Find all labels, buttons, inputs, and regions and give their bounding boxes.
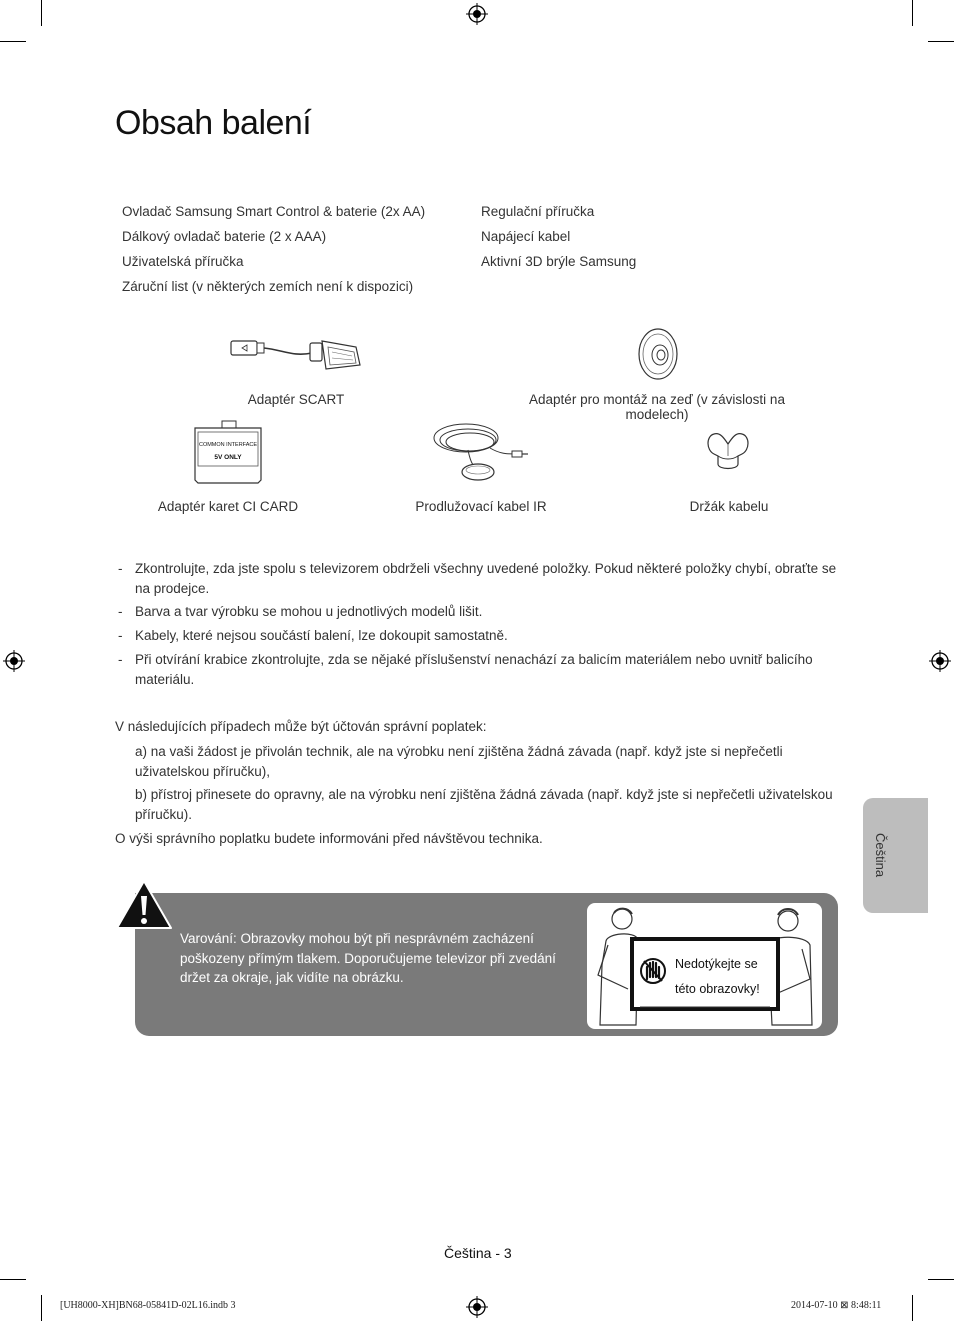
note-item: - Při otvírání krabice zkontrolujte, zda se nějaké příslušenství nenachází za balicím materiálem nebo uvnitř balicího materiálu. [118, 650, 838, 689]
list-item: Uživatelská příručka [122, 254, 244, 269]
cable-holder-caption: Držák kabelu [689, 499, 769, 514]
crop-mark [912, 0, 913, 26]
list-item: Aktivní 3D brýle Samsung [481, 254, 637, 269]
page-title: Obsah balení [115, 104, 312, 142]
list-item: Záruční list (v některých zemích není k dispozici) [122, 279, 414, 294]
ir-cable-caption: Prodlužovací kabel IR [415, 499, 547, 514]
registration-mark-icon [929, 650, 951, 672]
crop-mark [928, 1279, 954, 1280]
print-info-right: 2014-07-10 ⊠ 8:48:11 [791, 1300, 882, 1311]
ci-label-top: COMMON INTERFACE [198, 442, 258, 448]
ci-label-bottom: 5V ONLY [214, 454, 242, 461]
note-text: Zkontrolujte, zda jste spolu s televizorem obdrželi všechny uvedené položky. Pokud některé položky chybí, obraťte se na prodejce. [135, 561, 837, 596]
crop-mark [0, 1279, 26, 1280]
list-item: Dálkový ovladač baterie (2 x AAA) [122, 229, 327, 244]
ci-card-adapter-icon [192, 420, 264, 484]
scart-caption: Adaptér SCART [247, 392, 345, 407]
crop-mark [912, 1295, 913, 1321]
page-number: Čeština - 3 [444, 1245, 512, 1261]
note-text: Barva a tvar výrobku se mohou u jednotlivých modelů lišit. [135, 604, 483, 619]
ci-card-caption: Adaptér karet CI CARD [157, 499, 299, 514]
cable-holder-icon [704, 430, 752, 474]
tv-sign-line: Nedotýkejte se [675, 957, 758, 971]
registration-mark-icon [3, 650, 25, 672]
registration-mark-icon [466, 3, 488, 25]
warning-text [180, 929, 580, 988]
crop-mark [0, 41, 26, 42]
warning-body: : Obrazovky mohou být při nesprávném zacházení poškozeny přímým tlakem. Doporučujeme televizor při zvedání držet za okraje, jak vidíte na obrázku. [180, 931, 556, 985]
list-item: Ovladač Samsung Smart Control & baterie (2x AA) [122, 204, 426, 219]
warning-triangle-icon [115, 879, 173, 931]
fee-item-b: b) přístroj přinesete do opravny, ale na výrobku není zjištěna žádná závada (např. když jste si nepřečetli uživatelskou příručku). [135, 787, 833, 822]
crop-mark [928, 41, 954, 42]
fee-intro: V následujících případech může být účtován správní poplatek: [115, 719, 487, 734]
crop-mark [41, 1295, 42, 1321]
print-info-left: [UH8000-XH]BN68-05841D-02L16.indb 3 [60, 1300, 236, 1311]
note-item: - Kabely, které nejsou součástí balení, lze dokoupit samostatně. [118, 626, 838, 646]
ir-extender-cable-icon [430, 416, 530, 486]
registration-mark-icon [466, 1296, 488, 1318]
note-item: - Barva a tvar výrobku se mohou u jednotlivých modelů lišit. [118, 602, 838, 622]
wall-mount-caption: Adaptér pro montáž na zeď (v závislosti na modelech) [529, 392, 785, 422]
crop-mark [41, 0, 42, 26]
note-item: - Zkontrolujte, zda jste spolu s televizorem obdrželi všechny uvedené položky. Pokud některé položky chybí, obraťte se na prodejce. [118, 559, 838, 598]
scart-adapter-icon [228, 333, 364, 375]
tv-sign [675, 952, 760, 1002]
wall-mount-adapter-icon [636, 327, 680, 381]
language-side-label: Čeština [873, 833, 888, 878]
note-text: Kabely, které nejsou součástí balení, lze dokoupit samostatně. [135, 628, 508, 643]
warning-label: Varování [180, 931, 234, 946]
list-item: Napájecí kabel [481, 229, 571, 244]
list-item: Regulační příručka [481, 204, 595, 219]
note-text: Při otvírání krabice zkontrolujte, zda se nějaké příslušenství nenachází za balicím materiálem nebo uvnitř balicího materiálu. [135, 652, 813, 687]
fee-item-a: a) na vaši žádost je přivolán technik, ale na výrobku není zjištěna žádná závada (např. když jste si nepřečetli uživatelskou příručku), [135, 744, 783, 779]
fee-outro: O výši správního poplatku budete informováni před návštěvou technika. [115, 831, 543, 846]
tv-sign-line: této obrazovky! [675, 982, 760, 996]
